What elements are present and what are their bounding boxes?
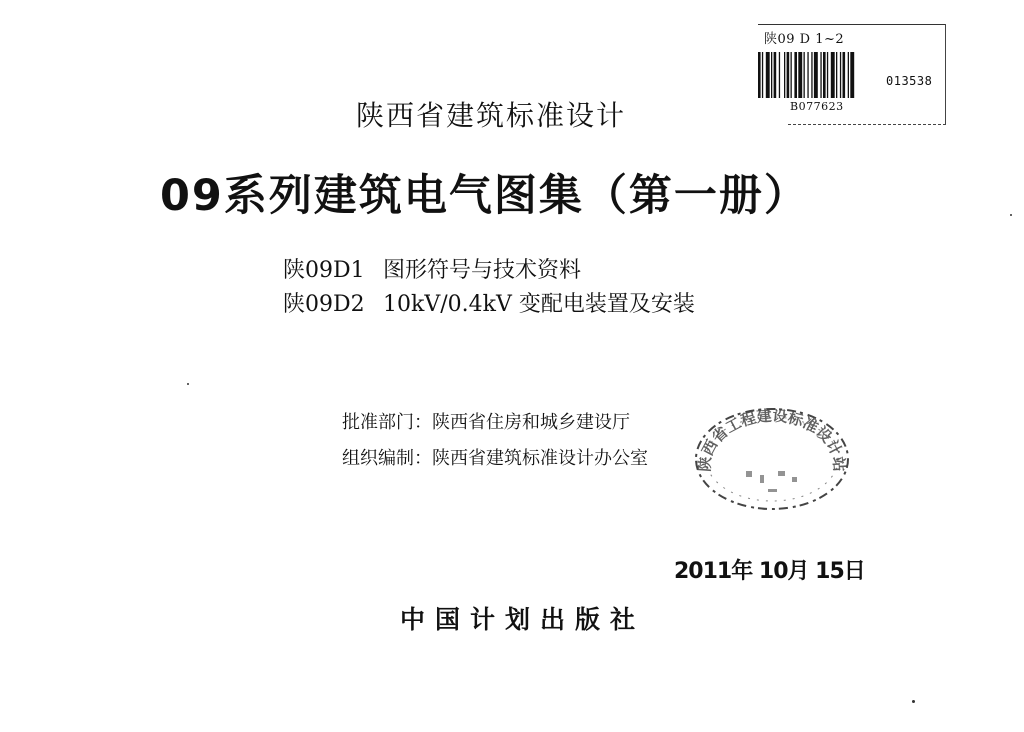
authority-block [342, 405, 648, 477]
volume-list [283, 254, 695, 322]
volume-title: 10kV/0.4kV 变配电装置及安装 [383, 292, 695, 317]
series-code: 陕09 D 1~2 [764, 32, 845, 47]
label-top-border [758, 24, 946, 25]
compiler-value: 陕西省建筑标准设计办公室 [432, 448, 648, 469]
library-label [748, 14, 948, 126]
barcode-icon [758, 52, 878, 98]
label-bottom-border [788, 124, 946, 125]
publication-date: 2011年 10月 15日 [674, 559, 865, 584]
volume-code: 陕09D2 [283, 292, 365, 317]
volume-code: 陕09D1 [283, 258, 365, 283]
scan-speck [912, 700, 915, 703]
main-title: 09系列建筑电气图集（第一册） [160, 171, 809, 221]
compiler-row [342, 441, 648, 477]
svg-text:陕西省工程建设标准设计站: 陕西省工程建设标准设计站 [695, 406, 849, 473]
volume-item [283, 254, 695, 288]
volume-item [283, 288, 695, 322]
approval-label: 批准部门： [342, 412, 432, 433]
barcode-number: B077623 [790, 100, 844, 113]
scan-speck [1010, 214, 1012, 216]
approval-value: 陕西省住房和城乡建设厅 [432, 412, 630, 433]
approval-row [342, 405, 648, 441]
compiler-label: 组织编制： [342, 448, 432, 469]
official-seal-stamp [688, 393, 854, 513]
barcode-side-number: 013538 [886, 74, 933, 88]
scan-speck [187, 383, 189, 385]
standard-title: 陕西省建筑标准设计 [356, 99, 627, 132]
label-right-border [945, 24, 946, 124]
volume-title: 图形符号与技术资料 [383, 258, 582, 283]
publisher: 中国计划出版社 [400, 605, 646, 634]
